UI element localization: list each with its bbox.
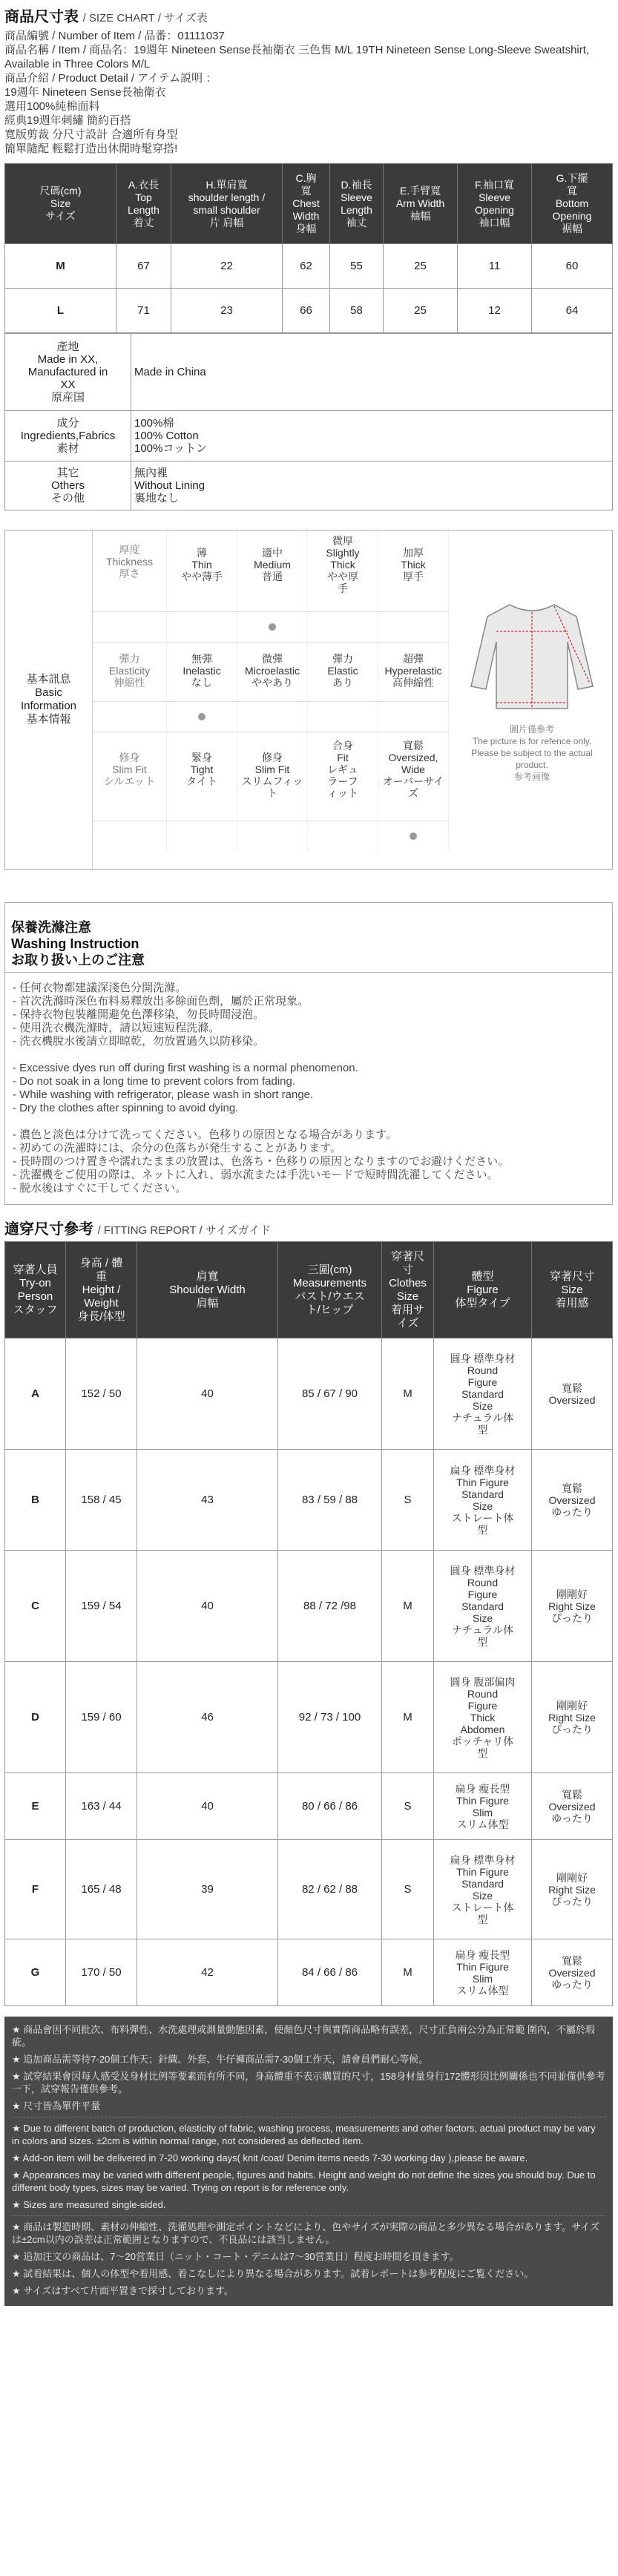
notice-line: ★ サイズはすべて片面平置きで採寸しております。 [12, 2285, 234, 2296]
fit-header-row [5, 1242, 613, 1338]
material-row [5, 461, 613, 510]
fit-size: S [382, 1840, 434, 1939]
size-chart-title [0, 0, 618, 26]
size-value: 23 [171, 289, 283, 333]
size-col-header: 尺碼(cm) Size サイズ [5, 164, 116, 244]
fit-measurements: 88 / 72 /98 [278, 1551, 382, 1662]
selected-dot [269, 623, 276, 631]
wash-line: - 首次洗滌時深色布料易釋放出多餘面色劑，屬於正常現象。 [13, 995, 309, 1008]
material-table [4, 333, 613, 510]
wash-line: - 初めての洗濯時には、余分の色落ちが発生することがあります。 [13, 1142, 341, 1154]
fit-size: M [382, 1551, 434, 1662]
fit-height-weight: 159 / 60 [66, 1662, 137, 1773]
fit-height-weight: 163 / 44 [66, 1773, 137, 1840]
fit-person: E [5, 1773, 66, 1840]
size-value: 60 [532, 244, 613, 289]
fit-col-header: 肩寬 Shoulder Width 肩幅 [137, 1242, 278, 1338]
fit-feel: 寬鬆 Oversized ゆったり [532, 1450, 613, 1551]
thickness-option: 加厚 Thick 厚手 [378, 530, 449, 611]
size-value: 25 [384, 244, 458, 289]
wash-line: - 任何衣物都建議深淺色分開洗滌。 [13, 982, 187, 994]
size-value: 62 [283, 244, 330, 289]
fit-option: 修身 Slim Fit スリムフィッ ト [237, 732, 308, 821]
fit-height-weight: 170 / 50 [66, 1939, 137, 2006]
fit-option: 緊身 Tight タイト [167, 732, 237, 821]
fit-option: 合身 Fit レギュ ラーフ ィット [308, 732, 378, 821]
size-col-header: D.袖長 Sleeve Length 袖丈 [330, 164, 384, 244]
fit-shoulder: 39 [137, 1840, 278, 1939]
fit-height-weight: 158 / 45 [66, 1450, 137, 1551]
notice-line: ★ Appearances may be varied with different people, figures and habits. Height and weight do not define the sizes you should buy. Due to different body types, sizes may be varied. Trying on report is for reference only. [12, 2169, 596, 2193]
fit-feel: 寬鬆 Oversized ゆったり [532, 1939, 613, 2006]
fit-shoulder: 40 [137, 1338, 278, 1450]
material-value: 100%棉 100% Cotton 100%コットン [131, 411, 613, 461]
size-col-header: G.下擺 寬 Bottom Opening 裾幅 [532, 164, 613, 244]
fit-figure: 扁身 瘦長型 Thin Figure Slim スリム体型 [434, 1939, 532, 2006]
material-row [5, 334, 613, 411]
wash-line: - 長時間のつけ置きや濡れたままの放置は、色落ち・色移りの原因となりますのでお避けください。 [13, 1155, 510, 1168]
fit-row [5, 1773, 613, 1840]
fit-size: S [382, 1450, 434, 1551]
fit-measurements: 92 / 73 / 100 [278, 1662, 382, 1773]
product-info [0, 26, 618, 159]
notice-block [4, 2017, 613, 2306]
product-info-line: 商品介紹 / Product Detail / アイテム説明 ： [4, 72, 217, 85]
fit-height-weight: 165 / 48 [66, 1840, 137, 1939]
basic-info-grid [93, 530, 449, 851]
product-info-line: 寬版剪裁 分尺寸設計 合適所有身型 [4, 128, 178, 141]
fit-feel: 剛剛好 Right Size ぴったり [532, 1662, 613, 1773]
wash-line: - 濃色と淡色は分けて洗ってください。色移りの原因となる場合があります。 [13, 1128, 397, 1141]
fit-row [5, 1662, 613, 1773]
fit-size: M [382, 1338, 434, 1450]
size-value: 22 [171, 244, 283, 289]
size-chart-table [4, 163, 613, 333]
elasticity-option: 超彈 Hyperelastic 高伸縮性 [378, 643, 449, 701]
fit-size: M [382, 1939, 434, 2006]
fit-selection-row [93, 821, 449, 851]
material-row [5, 411, 613, 461]
wash-line: - Dry the clothes after spinning to avoid dying. [13, 1102, 239, 1114]
fit-feel: 剛剛好 Right Size ぴったり [532, 1551, 613, 1662]
wash-line: - 保持衣物包裝離開避免色澤移染，勿長時間浸泡。 [13, 1008, 265, 1021]
notice-line: ★ 商品は製造時期、素材の伸縮性、洗濯処理や測定ポイントなどにより、色やサイズが実際の商品と多少異なる場合があります。サイズは±2cm以内の誤差は正常範囲となりますので、不良品には該当しません。 [12, 2221, 600, 2245]
size-chart-header-row [5, 164, 613, 244]
thickness-option: 適中 Medium 普通 [237, 530, 308, 611]
size-value: 12 [458, 289, 532, 333]
fit-figure: 圓身 腹部偏肉 Round Figure Thick Abdomen ポッチャリ体 型 [434, 1662, 532, 1773]
size-value: 71 [116, 289, 171, 333]
material-label: 其它 Others その他 [5, 461, 131, 510]
fit-height-weight: 152 / 50 [66, 1338, 137, 1450]
fit-shoulder: 43 [137, 1450, 278, 1551]
fit-person: A [5, 1338, 66, 1450]
size-col-header: E.手臂寬 Arm Width 袖幅 [384, 164, 458, 244]
notice-line: ★ 試穿結果會因每人感受及身材比例等要素而有所不同，身高體重不表示購買的尺寸，158身材量身行172體形因比例關係也不同並僅供參考一下，試穿報告僅供參考。 [12, 2071, 605, 2094]
product-info-line: 經典19週年刺繡 簡約百搭 [4, 114, 131, 127]
material-label: 產地 Made in XX, Manufactured in XX 原産国 [5, 334, 131, 411]
fit-figure: 圓身 標準身材 Round Figure Standard Size ナチュラル体 型 [434, 1551, 532, 1662]
fit-person: C [5, 1551, 66, 1662]
wash-line: - 使用洗衣機洗滌時，請以短速短程洗滌。 [13, 1022, 220, 1034]
size-chart-subtitle: / SIZE CHART / サイズ表 [82, 12, 208, 24]
fitting-report-title-text: 適穿尺寸參考 [4, 1221, 93, 1238]
fit-person: F [5, 1840, 66, 1939]
notice-line: ★ 追加商品需等待7-20個工作天；針織、外套、牛仔褲商品需7-30個工作天，請會員們耐心等候。 [12, 2054, 429, 2065]
product-info-line: 簡單隨配 輕鬆打造出休閒時髦穿搭! [4, 142, 178, 155]
fit-row [5, 1840, 613, 1939]
washing-instruction [4, 902, 613, 1205]
product-info-line: 商品名稱 / Item / 商品名：19週年 Nineteen Sense長袖衛衣 三色售 M/L 19TH Nineteen Sense Long-Sleeve Sweatshirt, Available in Three Colors M/L [4, 44, 590, 70]
fit-measurements: 85 / 67 / 90 [278, 1338, 382, 1450]
size-col-header: H.單肩寬 shoulder length / small shoulder 片 肩幅 [171, 164, 283, 244]
basic-info-panel [4, 530, 613, 870]
thickness-category: 厚度 Thickness 厚さ [93, 530, 167, 611]
notice-line: ★ Add-on item will be delivered in 7-20 working days( knit /coat/ Denim items needs 7-30 working day ),please be aware. [12, 2152, 528, 2163]
washing-body [4, 972, 613, 1205]
fit-height-weight: 159 / 54 [66, 1551, 137, 1662]
notice-line: ★ 尺寸皆為單件平量 [12, 2100, 101, 2112]
size-value: 25 [384, 289, 458, 333]
size-row [5, 289, 613, 333]
fit-row [5, 1450, 613, 1551]
fitting-report-table [4, 1241, 613, 2006]
elasticity-option: 無彈 Inelastic なし [167, 643, 237, 701]
fit-size: M [382, 1662, 434, 1773]
fit-row [5, 1338, 613, 1450]
thickness-option: 微厚 Slightly Thick やや厚 手 [308, 530, 378, 611]
fit-category: 修身 Slim Fit シルエット [93, 732, 167, 821]
notice-line: ★ 追加注文の商品は、7～20営業日（ニット・コート・デニムは7～30営業日）程度お時間を頂きます。 [12, 2251, 459, 2262]
product-info-line: 19週年 Nineteen Sense長袖衛衣 [4, 86, 166, 99]
fit-row [93, 732, 449, 821]
fit-feel: 剛剛好 Right Size ぴったり [532, 1840, 613, 1939]
size-value: 11 [458, 244, 532, 289]
size-col-header: C.胸 寬 Chest Width 身幅 [283, 164, 330, 244]
size-chart-title-text: 商品尺寸表 [4, 9, 79, 25]
material-value: 無內裡 Without Lining 裏地なし [131, 461, 613, 510]
fit-col-header: 身高 / 體 重 Height / Weight 身長/体型 [66, 1242, 137, 1338]
fit-person: B [5, 1450, 66, 1551]
fit-row [5, 1551, 613, 1662]
thickness-selection-row [93, 612, 449, 643]
notice-line: ★ Due to different batch of production, elasticity of fabric, washing process, measurements and other factors, actual product may be vary in colors and sizes. ±2cm is within normal range, not considered as deflected item. [12, 2123, 596, 2146]
elasticity-option: 彈力 Elastic あり [308, 643, 378, 701]
material-label: 成分 Ingredients,Fabrics 素材 [5, 411, 131, 461]
elasticity-category: 彈力 Elasticity 伸縮性 [93, 643, 167, 701]
fit-figure: 圓身 標準身材 Round Figure Standard Size ナチュラル体 型 [434, 1338, 532, 1450]
basic-info-label: 基本訊息 Basic Information 基本情報 [5, 530, 93, 869]
fit-measurements: 80 / 66 / 86 [278, 1773, 382, 1840]
fit-col-header: 穿著尺寸 Size 着用感 [532, 1242, 613, 1338]
product-info-line: 商品編號 / Number of Item / 品番：01111037 [4, 30, 225, 42]
elasticity-row [93, 643, 449, 702]
size-value: 58 [330, 289, 384, 333]
size-col-header: F.袖口寬 Sleeve Opening 袖口幅 [458, 164, 532, 244]
sweater-diagram [458, 590, 606, 783]
size-value: 55 [330, 244, 384, 289]
fit-col-header: 三圍(cm) Measurements バスト/ウエス ト/ヒップ [278, 1242, 382, 1338]
size-value: 64 [532, 289, 613, 333]
fit-figure: 扁身 標準身材 Thin Figure Standard Size ストレート体 型 [434, 1450, 532, 1551]
fitting-report-title [0, 1212, 618, 1238]
wash-line: - Do not soak in a long time to prevent colors from fading. [13, 1075, 296, 1088]
fit-measurements: 84 / 66 / 86 [278, 1939, 382, 2006]
notice-line: ★ Sizes are measured single-sided. [12, 2199, 166, 2210]
washing-title: 保養洗滌注意 Washing Instruction お取り扱い上のご注意 [4, 902, 613, 972]
material-value: Made in China [131, 334, 613, 411]
size-row [5, 244, 613, 289]
fit-measurements: 82 / 62 / 88 [278, 1840, 382, 1939]
fit-col-header: 體型 Figure 体型タイプ [434, 1242, 532, 1338]
fit-row [5, 1939, 613, 2006]
size-label: M [5, 244, 116, 289]
notice-line: ★ 商品會因不同批次、布料彈性、水洗處理或測量動態因素，使顏色尺寸與實際商品略有誤差，尺寸正負兩公分為正常範 圍內，不屬於瑕疵。 [12, 2024, 595, 2048]
wash-line: - 洗濯機をご使用の際は、ネットに入れ、弱水流または手洗いモードで短時間洗濯してください。 [13, 1169, 499, 1181]
wash-line: - While washing with refrigerator, please wash in short range. [13, 1088, 314, 1101]
fit-feel: 寬鬆 Oversized ゆったり [532, 1773, 613, 1840]
thickness-option: 薄 Thin やや薄手 [167, 530, 237, 611]
fitting-report-subtitle: / FITTING REPORT / サイズガイド [97, 1224, 272, 1237]
fit-option: 寬鬆 Oversized, Wide オーバーサイ ズ [378, 732, 449, 821]
wash-line: - Excessive dyes run off during first washing is a normal phenomenon. [13, 1062, 358, 1074]
size-label: L [5, 289, 116, 333]
fit-shoulder: 40 [137, 1551, 278, 1662]
size-value: 66 [283, 289, 330, 333]
fit-figure: 扁身 瘦長型 Thin Figure Slim スリム体型 [434, 1773, 532, 1840]
fit-figure: 扁身 標準身材 Thin Figure Standard Size ストレート体 型 [434, 1840, 532, 1939]
thickness-row [93, 530, 449, 612]
fit-size: S [382, 1773, 434, 1840]
fit-col-header: 穿著人員 Try-on Person スタッフ [5, 1242, 66, 1338]
fit-person: D [5, 1662, 66, 1773]
product-info-line: 選用100%純棉面料 [4, 100, 100, 113]
wash-line: - 洗衣機脫水後請立即晾乾，勿放置過久以防移染。 [13, 1035, 265, 1048]
selected-dot [198, 713, 206, 720]
fit-measurements: 83 / 59 / 88 [278, 1450, 382, 1551]
wash-line: - 脱水後はすぐに干してください。 [13, 1182, 187, 1195]
size-value: 67 [116, 244, 171, 289]
image-caption: 圖片僅參考 The picture is for refence only. Please be subject to the actual product. 参考画像 [471, 724, 593, 782]
notice-line: ★ 試着結果は、個人の体型や着用感、着こなしにより異なる場合があります。試着レポートは参考程度にご覧ください。 [12, 2268, 534, 2279]
elasticity-option: 微彈 Microelastic ややあり [237, 643, 308, 701]
sweater-icon [465, 590, 599, 716]
elasticity-selection-row [93, 702, 449, 732]
fit-col-header: 穿著尺 寸 Clothes Size 着用サ イズ [382, 1242, 434, 1338]
fit-shoulder: 46 [137, 1662, 278, 1773]
fit-feel: 寬鬆 Oversized [532, 1338, 613, 1450]
fit-person: G [5, 1939, 66, 2006]
fit-shoulder: 42 [137, 1939, 278, 2006]
selected-dot [410, 832, 417, 840]
fit-shoulder: 40 [137, 1773, 278, 1840]
size-col-header: A.衣長 Top Length 着丈 [116, 164, 171, 244]
